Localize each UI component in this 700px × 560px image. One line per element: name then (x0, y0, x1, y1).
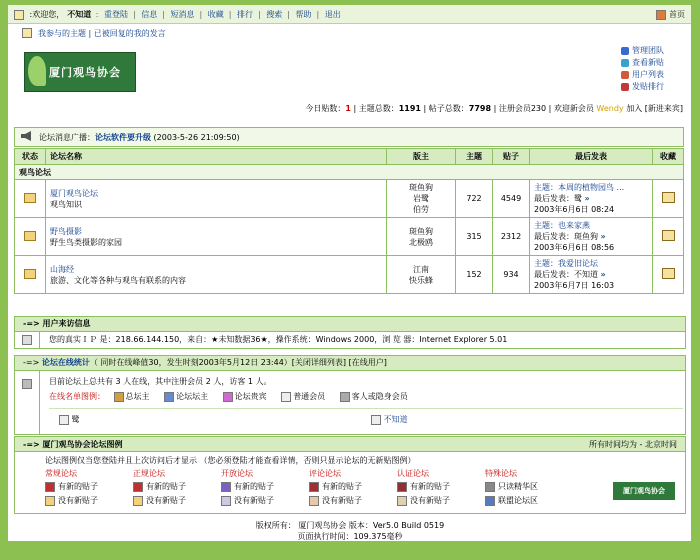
moderator[interactable]: 北极鸥 (409, 237, 433, 247)
topics-cell: 152 (456, 256, 493, 294)
legend-col-title: 正规论坛 (133, 469, 165, 478)
last-topic[interactable]: 主题：本周的植物园鸟 ... (534, 183, 625, 192)
today-count: 1 (345, 104, 351, 113)
visitor-row (15, 332, 685, 348)
folder-icon (24, 231, 36, 241)
home-link[interactable] (656, 9, 685, 20)
table-row (15, 256, 684, 294)
legend-item-label: 没有新贴子 (234, 496, 274, 505)
last-time: 2003年6月7日 16:03 (534, 281, 615, 290)
visitor-title: 用户来访信息 (42, 319, 91, 328)
home-label: 首页 (669, 10, 685, 19)
broadcast-label: 论坛消息广播： (39, 133, 95, 142)
forum-table (14, 148, 684, 294)
menu-favorites[interactable]: 收藏 (207, 10, 224, 19)
page-frame (8, 5, 691, 541)
favorite-icon[interactable] (662, 192, 675, 203)
legend-title: 厦门观鸟协会论坛图例 (42, 440, 123, 449)
legend-item-label: 没有新贴子 (58, 496, 98, 505)
legend-item-label: 有新的贴子 (410, 482, 450, 491)
forum-name[interactable]: 野鸟摄影 (50, 226, 82, 236)
guest-icon (340, 392, 350, 402)
last-topic[interactable]: 主题：我爱旧论坛 (534, 259, 598, 268)
table-row (15, 218, 684, 256)
favorite-icon[interactable] (662, 268, 675, 279)
online-title[interactable]: 论坛在线统计 (41, 358, 90, 367)
legend-item-label: 没有新贴子 (410, 496, 450, 505)
legend-item (309, 494, 397, 508)
col-topics: 主题 (456, 149, 493, 165)
online-icon-cell (15, 371, 40, 434)
legend-title-wrap: -=> 厦门观鸟协会论坛图例 (23, 440, 123, 449)
online-detail[interactable]: （ 同时在线峰值30，发生时刻2003年5月12日 23:44）[关闭详细列表] [在线用户] (89, 358, 387, 367)
legend-panel (14, 436, 686, 514)
forum-cell (46, 180, 387, 218)
legend-super-admin-label: 总坛主 (125, 392, 150, 401)
legend-guest-label: 客人或隐身会员 (351, 392, 408, 401)
footer (0, 520, 700, 542)
online-user[interactable] (371, 414, 408, 425)
folder-icon (24, 193, 36, 203)
posts-count: 7798 (468, 104, 492, 113)
legend-item (485, 480, 573, 494)
legend-column (397, 468, 485, 508)
topics-cell: 722 (456, 180, 493, 218)
footer-exec-time: 页面执行时间：109.375毫秒 (297, 532, 403, 541)
last-topic[interactable]: 主题：也来家燕 (534, 221, 590, 230)
no-new-posts-icon (221, 496, 231, 506)
legend-col-title: 开放论坛 (221, 469, 253, 478)
no-new-posts-icon (133, 496, 143, 506)
mods-cell (387, 180, 456, 218)
legend-column (309, 468, 397, 508)
legend-item (133, 494, 221, 508)
moderator[interactable]: 斑鱼狗 (409, 226, 433, 236)
favorite-cell (653, 218, 684, 256)
member-icon (281, 392, 291, 402)
my-topics-link[interactable]: 我参与的主题 | 已被回复的我的发言 (38, 29, 166, 38)
member-icon (371, 415, 381, 425)
last-by: 最后发表：斑鱼狗 (534, 232, 598, 241)
legend-item-label: 只读精华区 (498, 482, 538, 491)
col-posts: 贴子 (493, 149, 530, 165)
legend-item-label: 没有新贴子 (146, 496, 186, 505)
forum-desc: 旅游、文化等各种与观鸟有联系的内容 (50, 275, 186, 285)
favorite-cell (653, 256, 684, 294)
mods-cell (387, 256, 456, 294)
online-legend (49, 391, 420, 402)
broadcast-bar (14, 127, 684, 147)
link-admin-team[interactable] (621, 45, 683, 57)
sub-bar (8, 24, 691, 42)
leaf-icon (28, 56, 46, 86)
goto-icon[interactable]: » (584, 194, 590, 203)
legend-forum-admin-label: 论坛坛主 (176, 392, 209, 401)
link-post-ranking-label: 发贴排行 (632, 82, 664, 91)
posts-cell: 4549 (493, 180, 530, 218)
ranking-icon (621, 83, 629, 91)
super-admin-icon (114, 392, 124, 402)
col-favorite: 收藏 (653, 149, 684, 165)
greeting: :欢迎您， (29, 10, 65, 19)
topics-icon (22, 28, 32, 38)
footer-copyright: 版权所有： 厦门观鸟协会 版本：Ver5.0 Build 0519 (255, 521, 445, 530)
online-panel (14, 355, 686, 435)
legend-label: 在线名单图例： (49, 392, 105, 401)
team-icon (621, 47, 629, 55)
col-name: 论坛名称 (46, 149, 387, 165)
top-menu: :欢迎您， 不知道 : 重登陆 | 信息 | 短消息 | 收藏 | 排行 | 搜索 | 帮助 | 退出 (14, 9, 344, 20)
mods-cell (387, 218, 456, 256)
status-cell (15, 256, 46, 294)
goto-icon[interactable]: » (600, 270, 606, 279)
readonly-icon (485, 482, 495, 492)
logo-name: 厦门观鸟协会 (49, 66, 121, 79)
broadcast-date: (2003-5-26 21:09:50) (153, 133, 240, 142)
join-text: 加入 [新进来宾] (623, 104, 683, 113)
new-member[interactable]: Wendy (596, 104, 624, 113)
no-new-posts-icon (309, 496, 319, 506)
legend-item-label: 联盟论坛区 (498, 496, 538, 505)
status-cell (15, 180, 46, 218)
posts-cell: 934 (493, 256, 530, 294)
link-new-posts[interactable] (621, 57, 683, 69)
home-icon (656, 10, 666, 20)
table-header (15, 149, 684, 165)
info-icon (22, 335, 32, 345)
menu-relogin[interactable]: 重登陆 (104, 10, 129, 19)
top-menu-bar (8, 5, 691, 24)
goto-icon[interactable]: » (600, 232, 606, 241)
legend-col-title: 评论论坛 (309, 469, 341, 478)
forum-cell (46, 218, 387, 256)
link-new-posts-label: 查看新贴 (632, 58, 664, 67)
users-icon (621, 71, 629, 79)
menu-ranking[interactable]: 排行 (237, 10, 254, 19)
alliance-icon (485, 496, 495, 506)
legend-super-admin (114, 392, 156, 401)
today-label: 今日贴数： (305, 104, 346, 113)
forum-stats (305, 103, 683, 114)
last-by: 最后发表：鹭 (534, 194, 582, 203)
legend-member-label: 普通会员 (293, 392, 326, 401)
visitor-icon-cell (15, 332, 40, 348)
last-time: 2003年6月6日 08:56 (534, 243, 615, 252)
new-posts-icon (221, 482, 231, 492)
col-status: 状态 (15, 149, 46, 165)
topics-label: | 主题总数： (350, 104, 399, 113)
legend-column (45, 468, 133, 508)
legend-column (133, 468, 221, 508)
menu-help[interactable]: 帮助 (295, 10, 312, 19)
legend-item-label: 有新的贴子 (322, 482, 362, 491)
online-count: 目前论坛上总共有 3 人在线，其中注册会员 2 人，访客 1 人。 (49, 377, 272, 386)
broadcast-title[interactable]: 论坛软件要升级 (95, 133, 151, 142)
last-post-cell (530, 180, 653, 218)
legend-col-title: 认证论坛 (397, 469, 429, 478)
vip-icon (223, 392, 233, 402)
user-icon (14, 10, 24, 20)
new-posts-icon (397, 482, 407, 492)
link-user-list[interactable] (621, 69, 683, 81)
legend-item-label: 没有新贴子 (322, 496, 362, 505)
link-admin-team-label: 管理团队 (632, 46, 664, 55)
visitor-header: -=> 用户来访信息 (15, 317, 685, 332)
posts-cell: 2312 (493, 218, 530, 256)
broadcast-text (39, 132, 240, 143)
category-row (15, 165, 684, 180)
visitor-info: 您的真实ＩＰ 是：218.66.144.150，来自：★未知数据36★，操作系统：Windows 2000，浏 览 器：Internet Explorer 5.01 (49, 335, 508, 344)
member-icon (59, 415, 69, 425)
last-by: 最后发表：不知道 (534, 270, 598, 279)
favorite-icon[interactable] (662, 230, 675, 241)
new-posts-icon (309, 482, 319, 492)
legend-header (15, 437, 685, 452)
legend-item (485, 494, 573, 508)
online-header: -=> 论坛在线统计（ 同时在线峰值30，发生时刻2003年5月12日 23:44）[关闭详细列表] [在线用户] (15, 356, 685, 371)
online-icon (22, 379, 32, 389)
online-user[interactable] (59, 414, 80, 425)
no-new-posts-icon (45, 496, 55, 506)
moderator[interactable]: 斑鱼狗 (409, 183, 433, 192)
moderator[interactable]: 伯劳 (413, 205, 429, 214)
forum-cell (46, 256, 387, 294)
online-user-name: 鹭 (71, 415, 80, 424)
visitor-panel (14, 316, 686, 349)
table-row (15, 180, 684, 218)
moderator[interactable]: 江南 (413, 264, 429, 274)
link-user-list-label: 用户列表 (632, 70, 664, 79)
forum-name[interactable]: 山海经 (50, 264, 74, 274)
new-posts-icon (621, 59, 629, 67)
moderator[interactable]: 快乐蜂 (409, 275, 433, 285)
legend-item (397, 480, 485, 494)
category-name[interactable]: 观鸟论坛 (15, 165, 684, 180)
mini-logo[interactable]: 厦门观鸟协会 (613, 482, 675, 500)
legend-item (221, 494, 309, 508)
menu-logout[interactable]: 退出 (324, 10, 341, 19)
legend-note: 论坛图例仅当您登陆并且上次访问后才显示 （您必须登陆才能查看详情，否则只显示论坛的无新贴图例） (45, 456, 416, 465)
status-cell (15, 218, 46, 256)
current-user: 不知道 (67, 10, 92, 19)
forum-logo[interactable] (24, 52, 136, 92)
forum-desc: 观鸟知识 (50, 199, 82, 209)
no-new-posts-icon (397, 496, 407, 506)
forum-desc: 野生鸟类摄影的家园 (50, 237, 122, 247)
legend-item (45, 494, 133, 508)
legend-item-label: 有新的贴子 (234, 482, 274, 491)
legend-column (485, 468, 573, 508)
last-time: 2003年6月6日 08:24 (534, 205, 615, 214)
new-posts-icon (133, 482, 143, 492)
legend-member (281, 392, 331, 401)
legend-item (397, 494, 485, 508)
link-post-ranking[interactable] (621, 81, 683, 93)
legend-col-title: 特殊论坛 (485, 469, 517, 478)
last-post-cell (530, 256, 653, 294)
favorite-cell (653, 180, 684, 218)
forum-name[interactable]: 厦门观鸟论坛 (50, 188, 98, 198)
folder-icon (24, 269, 36, 279)
online-user-name: 不知道 (383, 415, 408, 424)
speaker-icon (21, 131, 31, 141)
topics-cell: 315 (456, 218, 493, 256)
posts-label: | 帖子总数： (421, 104, 469, 113)
legend-vip-label: 论坛贵宾 (234, 392, 267, 401)
col-last-post: 最后发表 (530, 149, 653, 165)
legend-col-title: 常规论坛 (45, 469, 77, 478)
new-posts-icon (45, 482, 55, 492)
forum-admin-icon (164, 392, 174, 402)
legend-column (221, 468, 309, 508)
legend-vip (223, 392, 273, 401)
legend-item (309, 480, 397, 494)
legend-item-label: 有新的贴子 (146, 482, 186, 491)
legend-guest (340, 392, 414, 401)
moderator[interactable]: 岩鹭 (413, 194, 429, 203)
legend-item-label: 有新的贴子 (58, 482, 98, 491)
legend-item (133, 480, 221, 494)
menu-search[interactable]: 搜索 (266, 10, 283, 19)
menu-info[interactable]: 信息 (141, 10, 158, 19)
menu-messages[interactable]: 短消息 (170, 10, 195, 19)
members-label: | 注册会员230 | 欢迎新会员 (491, 104, 597, 113)
last-post-cell (530, 218, 653, 256)
timezone-note: 所有时间均为 - 北京时间 (589, 440, 677, 449)
topics-count: 1191 (398, 104, 421, 113)
legend-item (45, 480, 133, 494)
legend-item (221, 480, 309, 494)
col-mods: 版主 (387, 149, 456, 165)
right-links (621, 45, 683, 93)
legend-forum-admin (164, 392, 214, 401)
